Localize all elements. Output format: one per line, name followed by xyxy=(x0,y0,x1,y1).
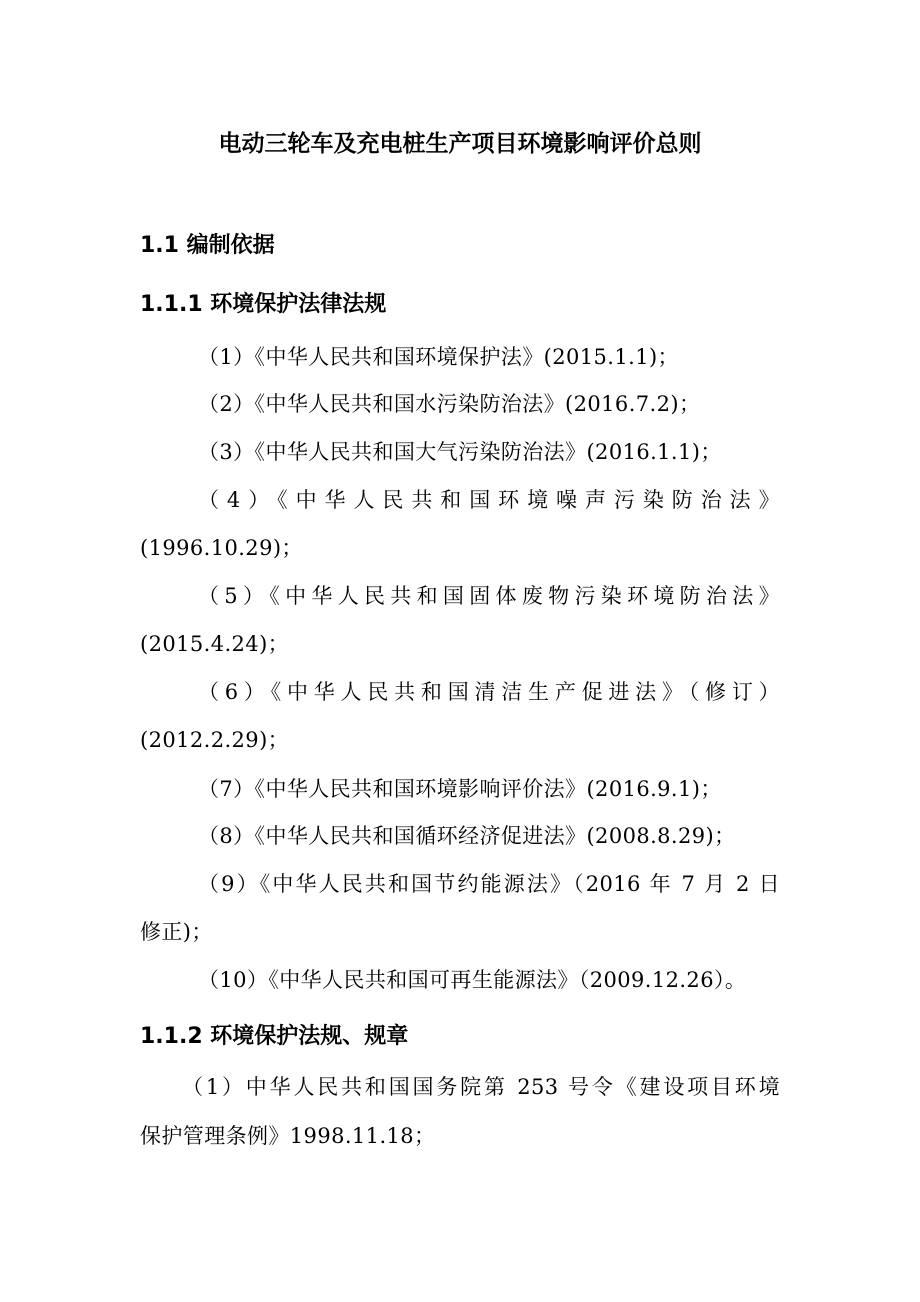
law-item-8: （8）《中华人民共和国循环经济促进法》(2008.8.29)； xyxy=(198,824,736,848)
law-item-5-line-1: （5）《中华人民共和国固体废物污染环境防治法》 xyxy=(198,584,780,608)
section-heading-1-1-1: 1.1.1 环境保护法律法规 xyxy=(140,292,387,317)
regulation-item-1-line-1: （1）中华人民共和国国务院第 253 号令《建设项目环境 xyxy=(182,1075,780,1099)
law-item-10: （10）《中华人民共和国可再生能源法》（2009.12.26）。 xyxy=(198,968,747,992)
law-item-6-line-1: （6）《中华人民共和国清洁生产促进法》（修订） xyxy=(198,680,780,704)
regulation-item-1-line-2: 保护管理条例》1998.11.18； xyxy=(140,1124,436,1148)
law-item-1: （1）《中华人民共和国环境保护法》(2015.1.1)； xyxy=(198,345,679,369)
law-item-9-line-1: （9）《中华人民共和国节约能源法》（2016 年 7 月 2 日 xyxy=(198,872,780,896)
law-item-3: （3）《中华人民共和国大气污染防治法》(2016.1.1)； xyxy=(198,440,722,464)
law-item-5-line-2: (2015.4.24)； xyxy=(140,632,290,656)
law-item-4-line-2: (1996.10.29)； xyxy=(140,536,303,560)
document-title: 电动三轮车及充电桩生产项目环境影响评价总则 xyxy=(218,131,702,157)
law-item-9-line-2: 修正)； xyxy=(140,920,213,944)
law-item-7: （7）《中华人民共和国环境影响评价法》(2016.9.1)； xyxy=(198,777,722,801)
law-item-6-line-2: (2012.2.29)； xyxy=(140,728,290,752)
law-item-4-line-1: （4）《中华人民共和国环境噪声污染防治法》 xyxy=(198,488,780,512)
section-heading-1-1-2: 1.1.2 环境保护法规、规章 xyxy=(140,1024,409,1049)
section-heading-1-1: 1.1 编制依据 xyxy=(140,233,275,258)
law-item-2: （2）《中华人民共和国水污染防治法》(2016.7.2)； xyxy=(198,392,701,416)
